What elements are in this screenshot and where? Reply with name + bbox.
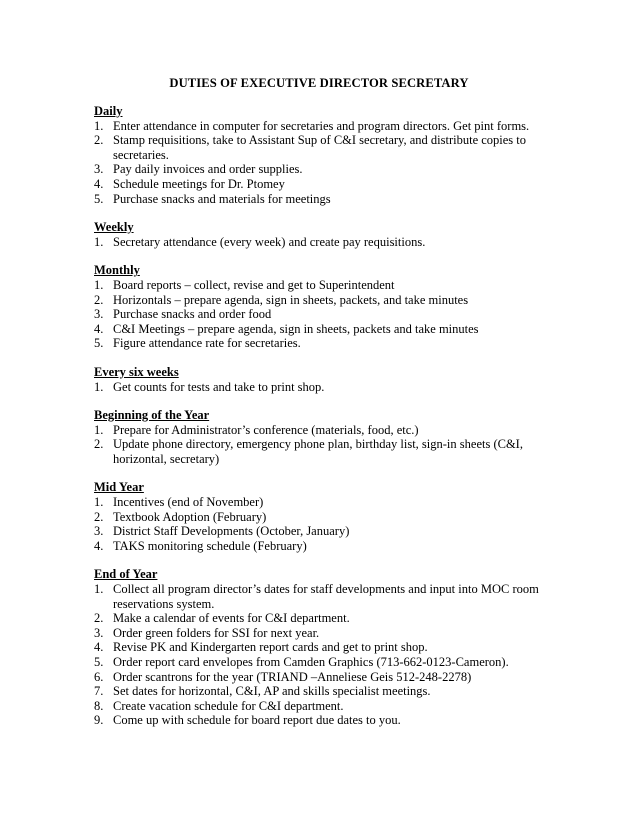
section xyxy=(94,263,564,351)
section xyxy=(94,220,564,249)
section-heading: Every six weeks xyxy=(94,364,179,379)
item-number: 3. xyxy=(94,307,104,322)
duty-item xyxy=(94,510,564,525)
duty-item xyxy=(94,162,564,177)
duty-list xyxy=(94,278,564,351)
duty-item xyxy=(94,495,564,510)
item-number: 2. xyxy=(94,292,104,307)
item-number: 5. xyxy=(94,655,104,669)
item-text: Create vacation schedule for C&I department. xyxy=(113,698,344,713)
item-text: Stamp requisitions, take to Assistant Sup of C&I secretary, and distribute copies to secretaries. xyxy=(113,133,527,162)
item-text: Incentives (end of November) xyxy=(113,495,264,510)
item-text: Collect all program director’s dates for staff developments and input into MOC room reservations system. xyxy=(113,582,539,611)
item-text: Schedule meetings for Dr. Ptomey xyxy=(113,176,285,191)
section-heading: Weekly xyxy=(94,220,134,235)
duty-list xyxy=(94,423,564,467)
duty-item xyxy=(94,640,564,655)
item-text: Come up with schedule for board report due dates to you. xyxy=(113,713,401,728)
item-text: Pay daily invoices and order supplies. xyxy=(113,162,303,177)
page-title: DUTIES OF EXECUTIVE DIRECTOR SECRETARY xyxy=(169,76,469,90)
item-number: 2. xyxy=(94,133,104,148)
duty-item xyxy=(94,655,564,670)
duty-item xyxy=(94,713,564,728)
duty-item xyxy=(94,322,564,337)
item-number: 8. xyxy=(94,698,104,713)
item-text: Set dates for horizontal, C&I, AP and skills specialist meetings. xyxy=(113,684,431,699)
item-number: 5. xyxy=(94,191,104,206)
duty-item xyxy=(94,380,564,395)
section xyxy=(94,104,564,206)
item-text: Prepare for Administrator’s conference (materials, food, etc.) xyxy=(113,422,419,437)
item-number: 6. xyxy=(94,669,104,684)
section-heading: Beginning of the Year xyxy=(94,408,210,423)
section xyxy=(94,480,564,553)
section-heading: Monthly xyxy=(94,263,140,278)
item-text: Purchase snacks and materials for meetings xyxy=(113,191,331,206)
item-text: TAKS monitoring schedule (February) xyxy=(113,538,307,553)
duty-item xyxy=(94,307,564,322)
item-number: 2. xyxy=(94,437,104,452)
duty-item xyxy=(94,626,564,641)
document-body xyxy=(94,104,564,742)
item-text: C&I Meetings – prepare agenda, sign in sheets, packets and take minutes xyxy=(113,321,479,336)
section xyxy=(94,567,564,728)
item-text: Order green folders for SSI for next year. xyxy=(113,625,320,640)
duty-item xyxy=(94,670,564,685)
duty-item xyxy=(94,336,564,351)
duty-list xyxy=(94,119,564,207)
item-number: 4. xyxy=(94,321,104,336)
duty-item xyxy=(94,235,564,250)
duty-item xyxy=(94,177,564,192)
item-number: 4. xyxy=(94,640,104,655)
duty-list xyxy=(94,495,564,553)
duty-item xyxy=(94,699,564,714)
item-number: 1. xyxy=(94,234,104,249)
item-number: 3. xyxy=(94,162,104,177)
item-text: Update phone directory, emergency phone plan, birthday list, sign-in sheets (C&I, horizontal, secretary) xyxy=(113,437,523,466)
item-text: Board reports – collect, revise and get to Superintendent xyxy=(113,277,395,292)
item-number: 1. xyxy=(94,422,104,437)
duty-item xyxy=(94,524,564,539)
item-text: Horizontals – prepare agenda, sign in sheets, packets, and take minutes xyxy=(113,292,469,307)
item-number: 1. xyxy=(94,277,104,292)
item-number: 1. xyxy=(94,379,104,394)
item-text: Order scantrons for the year (TRIAND –Anneliese Geis 512-248-2278) xyxy=(113,669,472,684)
item-number: 4. xyxy=(94,176,104,191)
section-heading: Mid Year xyxy=(94,480,144,495)
duty-item xyxy=(94,293,564,308)
item-number: 3. xyxy=(94,625,104,640)
item-text: Revise PK and Kindergarten report cards and get to print shop. xyxy=(113,640,428,655)
duty-item xyxy=(94,423,564,438)
duty-item xyxy=(94,192,564,207)
item-number: 4. xyxy=(94,538,104,553)
section-heading: End of Year xyxy=(94,567,158,582)
item-text: Textbook Adoption (February) xyxy=(113,509,267,524)
item-text: Secretary attendance (every week) and create pay requisitions. xyxy=(113,234,426,249)
item-number: 9. xyxy=(94,713,104,728)
item-number: 7. xyxy=(94,684,104,699)
duty-item xyxy=(94,611,564,626)
item-text: Order report card envelopes from Camden Graphics (713-662-0123-Cameron). xyxy=(113,655,509,669)
duty-item xyxy=(94,437,564,466)
item-number: 3. xyxy=(94,524,104,539)
item-number: 2. xyxy=(94,509,104,524)
item-number: 5. xyxy=(94,336,104,351)
duty-item xyxy=(94,684,564,699)
item-text: Purchase snacks and order food xyxy=(113,307,272,322)
item-text: Enter attendance in computer for secretaries and program directors. Get pint forms. xyxy=(113,118,530,133)
duty-item xyxy=(94,278,564,293)
duty-item xyxy=(94,119,564,134)
item-number: 2. xyxy=(94,611,104,626)
item-number: 1. xyxy=(94,582,104,597)
item-text: District Staff Developments (October, January) xyxy=(113,524,350,539)
section xyxy=(94,408,564,466)
item-number: 1. xyxy=(94,495,104,510)
duty-item xyxy=(94,582,564,611)
duty-list xyxy=(94,380,564,395)
section-heading: Daily xyxy=(94,104,123,118)
duty-item xyxy=(94,133,564,162)
duty-item xyxy=(94,539,564,554)
duty-list xyxy=(94,582,564,728)
item-text: Get counts for tests and take to print shop. xyxy=(113,379,325,394)
item-text: Figure attendance rate for secretaries. xyxy=(113,336,301,351)
duty-list xyxy=(94,235,564,250)
item-text: Make a calendar of events for C&I department. xyxy=(113,611,350,626)
section xyxy=(94,365,564,394)
item-number: 1. xyxy=(94,118,104,133)
